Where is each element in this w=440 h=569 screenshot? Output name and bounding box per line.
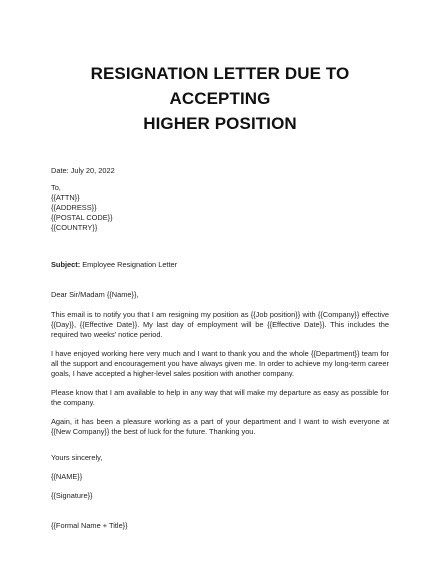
body-paragraph-availability: Please know that I am available to help in any way that will make my departure as easy as possible for the company. (51, 388, 389, 407)
body-paragraph-notice: This email is to notify you that I am resigning my position as {{Job position}} with {{Company}} effective {{Day}}, {{Effective Date}}. My last day of employment will be {{Effective Date}}. This includes the required two weeks' notice period. (51, 310, 389, 339)
address-postal-code: {{POSTAL CODE}} (51, 213, 113, 222)
address-line: {{ADDRESS}} (51, 203, 97, 212)
letter-date: Date: July 20, 2022 (51, 166, 115, 175)
page-title (51, 0, 389, 136)
letter-body (51, 166, 389, 531)
address-attn: {{ATTN}} (51, 193, 80, 202)
subject-text: Employee Resignation Letter (80, 260, 178, 269)
sender-name: {{NAME}} (51, 472, 83, 481)
title-line-2: HIGHER POSITION (143, 114, 297, 133)
sender-formal-name: {{Formal Name + Title}} (51, 521, 128, 530)
title-line-1: RESIGNATION LETTER DUE TO ACCEPTING (90, 64, 350, 108)
recipient-address-block (51, 183, 389, 233)
closing: Yours sincerely, (51, 453, 103, 462)
address-to: To, (51, 183, 61, 192)
body-paragraph-thanks: I have enjoyed working here very much and I want to thank you and the whole {{Department}} team for all the support and encouragement you have always given me. In order to achieve my long-term career goals, I have accepted a higher-level sales position with another company. (51, 349, 389, 378)
sender-signature: {{Signature}} (51, 491, 93, 500)
address-country: {{COUNTRY}} (51, 223, 98, 232)
subject-line (51, 260, 389, 270)
body-paragraph-farewell: Again, it has been a pleasure working as a part of your department and I want to wish everyone at {{New Company}} the best of luck for the future. Thanking you. (51, 417, 389, 436)
subject-label: Subject: (51, 260, 81, 269)
greeting: Dear Sir/Madam {{Name}}, (51, 290, 139, 299)
